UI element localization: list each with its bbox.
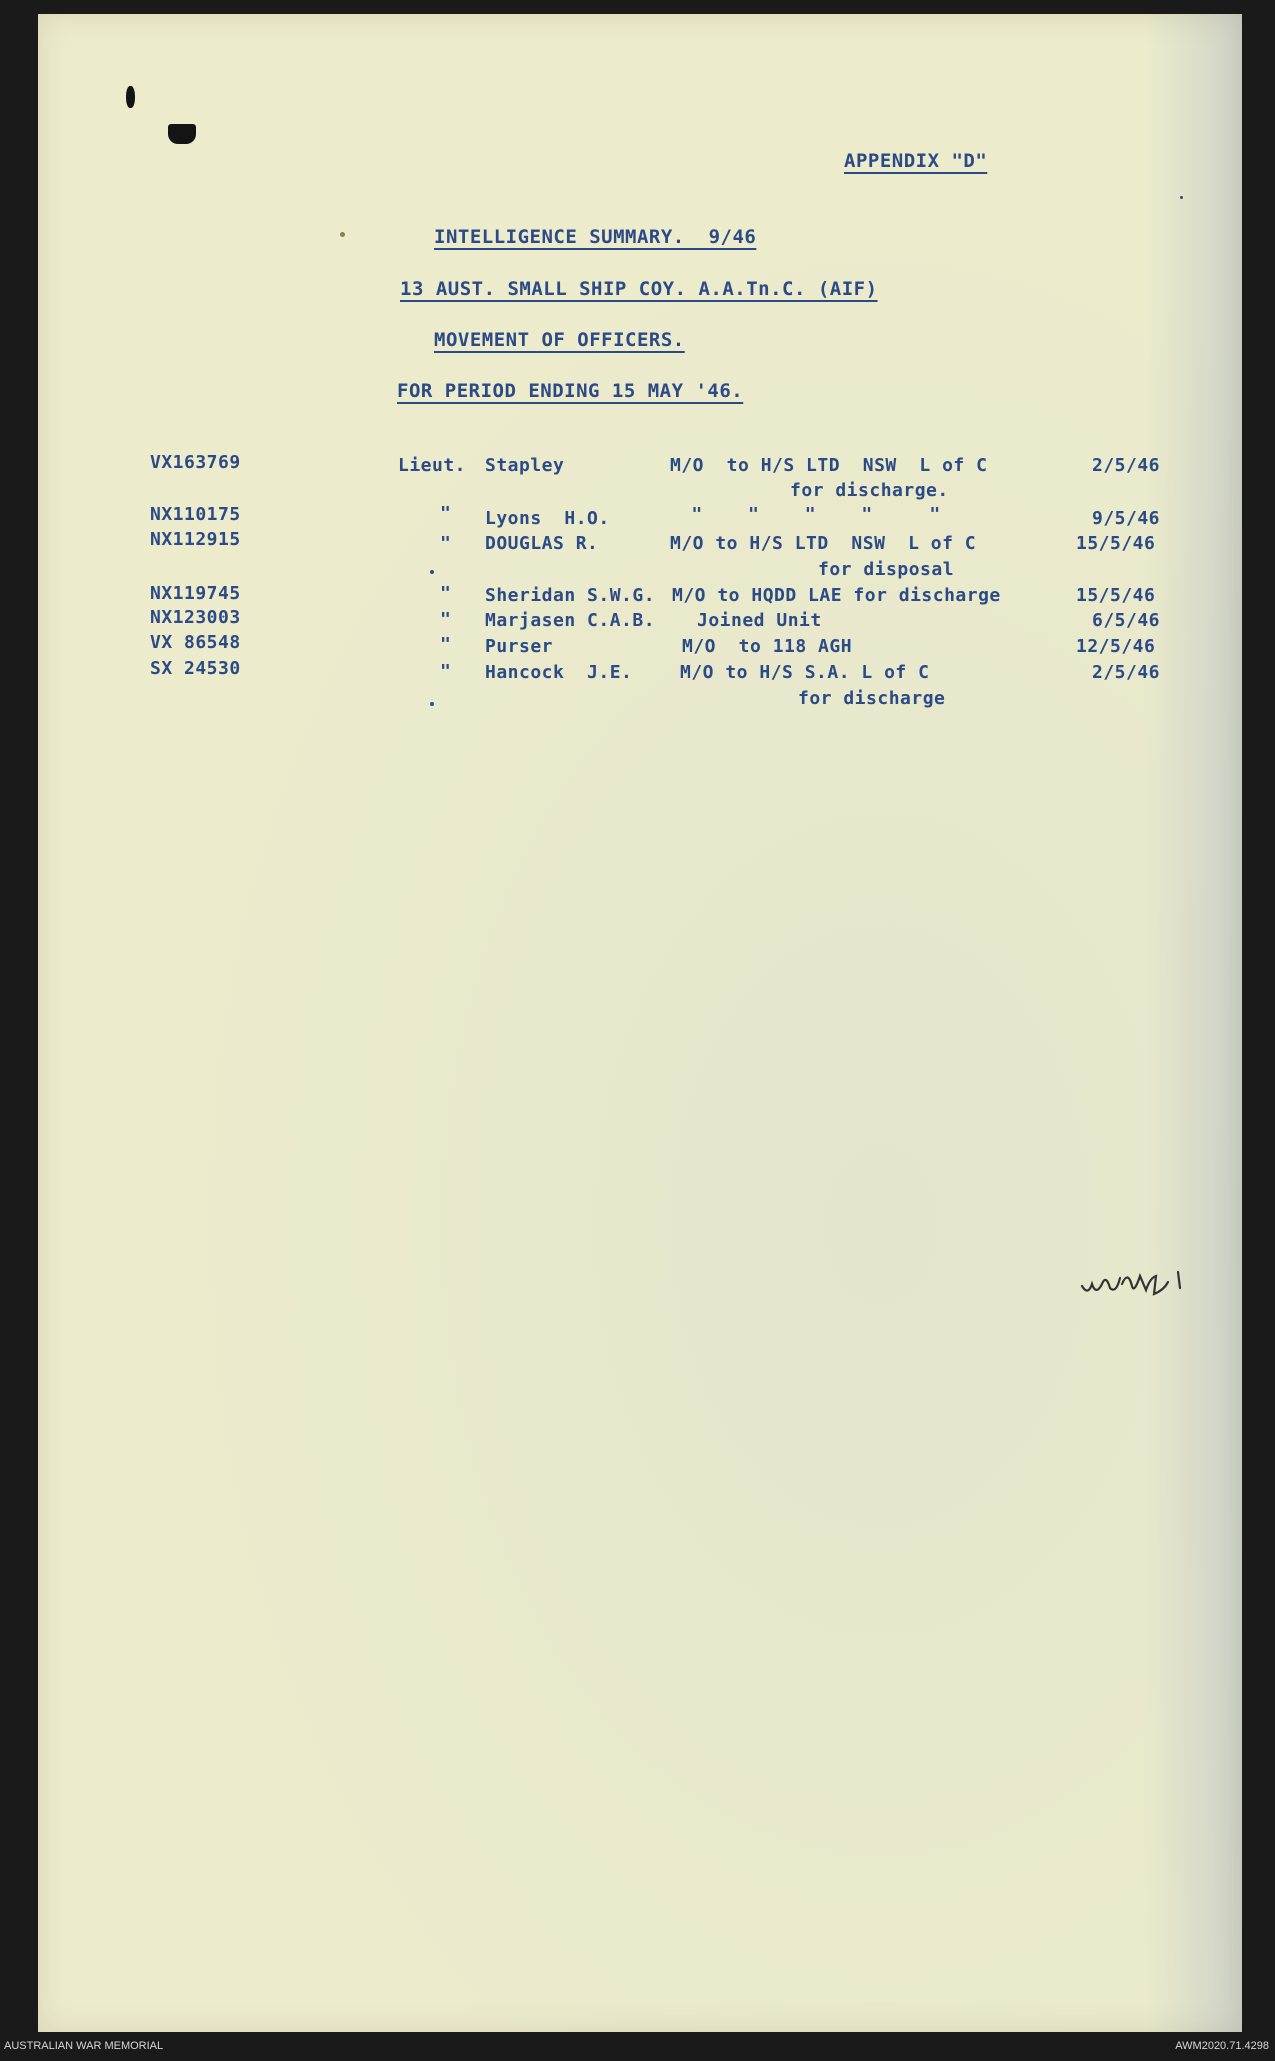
service-number: NX119745 <box>150 583 241 604</box>
movement-detail-cont: for discharge <box>798 688 946 709</box>
officer-name: DOUGLAS R. <box>485 533 599 554</box>
period-heading: FOR PERIOD ENDING 15 MAY '46. <box>397 380 744 402</box>
rank: " <box>440 661 452 682</box>
officer-name: Purser <box>485 636 554 657</box>
movement-date: 6/5/46 <box>1092 610 1161 631</box>
service-number: NX110175 <box>150 504 241 525</box>
punch-hole-lower <box>168 124 196 144</box>
officer-name: Stapley <box>485 455 565 476</box>
movement-detail-cont: for disposal <box>818 559 955 580</box>
officer-name: Hancock J.E. <box>485 662 633 683</box>
typewriter-mark <box>430 570 434 574</box>
rank: Lieut. <box>398 455 467 476</box>
appendix-label: APPENDIX "D" <box>844 150 988 172</box>
officer-name: Lyons H.O. <box>485 508 610 529</box>
movement-detail: Joined Unit <box>697 610 822 631</box>
movement-detail: M/O to H/S LTD NSW L of C <box>670 455 988 476</box>
movement-detail: M/O to H/S S.A. L of C <box>680 662 930 683</box>
unit-name: 13 AUST. SMALL SHIP COY. A.A.Tn.C. (AIF) <box>400 278 878 300</box>
movement-detail: " " " " " <box>680 504 941 525</box>
footer-right: AWM2020.71.4298 <box>1175 2040 1269 2052</box>
typewriter-mark <box>340 232 345 237</box>
typewriter-mark <box>430 702 434 706</box>
rank: " <box>440 503 452 524</box>
movement-detail-cont: for discharge. <box>790 480 949 501</box>
service-number: NX123003 <box>150 607 241 628</box>
movement-date: 15/5/46 <box>1076 585 1156 606</box>
service-number: SX 24530 <box>150 658 241 679</box>
document-title: INTELLIGENCE SUMMARY. 9/46 <box>434 226 757 248</box>
movement-date: 9/5/46 <box>1092 508 1161 529</box>
typewriter-mark <box>1180 196 1183 199</box>
officer-name: Sheridan S.W.G. <box>485 585 656 606</box>
document-page <box>38 14 1242 2032</box>
movement-date: 2/5/46 <box>1092 662 1161 683</box>
movement-date: 2/5/46 <box>1092 455 1161 476</box>
movement-date: 12/5/46 <box>1076 636 1156 657</box>
rank: " <box>440 583 452 604</box>
rank: " <box>440 609 452 630</box>
rank: " <box>440 533 452 554</box>
subject-heading: MOVEMENT OF OFFICERS. <box>434 329 685 351</box>
service-number: VX 86548 <box>150 632 241 653</box>
movement-date: 15/5/46 <box>1076 533 1156 554</box>
movement-detail: M/O to H/S LTD NSW L of C <box>670 533 977 554</box>
officer-name: Marjasen C.A.B. <box>485 610 656 631</box>
rank: " <box>440 634 452 655</box>
movement-detail: M/O to 118 AGH <box>682 636 853 657</box>
service-number: NX112915 <box>150 529 241 550</box>
handwritten-initials <box>1078 1264 1188 1304</box>
punch-hole-top <box>126 86 135 108</box>
service-number: VX163769 <box>150 452 241 473</box>
movement-detail: M/O to HQDD LAE for discharge <box>672 585 1001 606</box>
footer-left: AUSTRALIAN WAR MEMORIAL <box>4 2040 164 2052</box>
